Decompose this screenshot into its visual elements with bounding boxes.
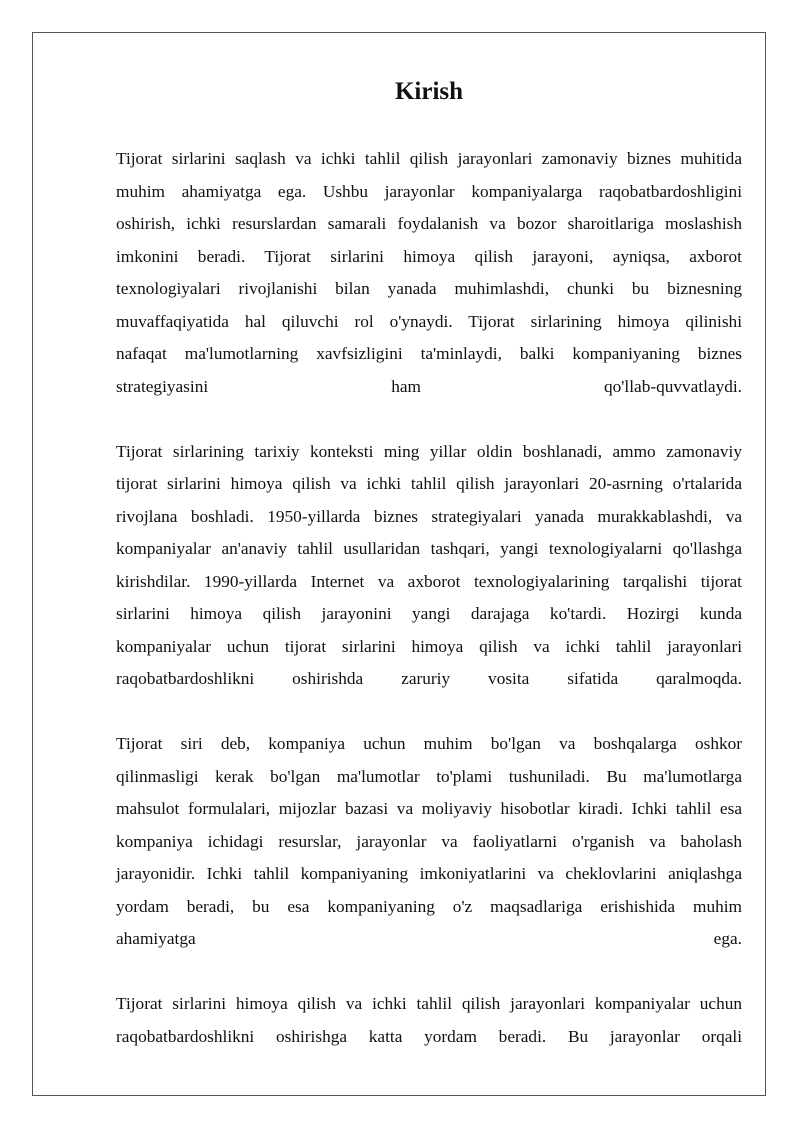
text-line: strategiyasini ham qo'llab-quvvatlaydi. xyxy=(116,376,742,396)
text-line: Tijorat sirlarining tarixiy konteksti ming yillar oldin boshlanadi, ammo zamonaviy xyxy=(116,441,742,461)
text-line: Tijorat siri deb, kompaniya uchun muhim bo'lgan va boshqalarga oshkor xyxy=(116,734,742,753)
text-line: texnologiyalari rivojlanishi bilan yanada muhimlashdi, chunki bu biznesning xyxy=(116,279,742,298)
text-line: sirlarini himoya qilish jarayonini yangi darajaga ko'tardi. Hozirgi kunda xyxy=(116,604,742,623)
text-line: oshirish, ichki resurslardan samarali foydalanish va bozor sharoitlariga moslashish xyxy=(116,214,742,233)
text-line: raqobatbardoshlikni oshirishda zaruriy vosita sifatida qaralmoqda. xyxy=(116,669,742,688)
text-line: imkonini beradi. Tijorat sirlarini himoya qilish jarayoni, ayniqsa, axborot xyxy=(116,246,742,266)
text-line: rivojlana boshladi. 1950-yillarda biznes strategiyalari yanada murakkablashdi, va xyxy=(116,506,742,526)
text-line: kompaniyalar uchun tijorat sirlarini himoya qilish va ichki tahlil jarayonlari xyxy=(116,636,742,656)
text-line: kompaniya ichidagi resurslar, jarayonlar va faoliyatlarni o'rganish va baholash xyxy=(116,831,742,851)
text-line: jarayonidir. Ichki tahlil kompaniyaning imkoniyatlarini va cheklovlarini aniqlashga xyxy=(116,864,742,883)
text-line: Tijorat sirlarini saqlash va ichki tahlil qilish jarayonlari zamonaviy biznes muhitida xyxy=(116,149,742,168)
text-line: qilinmasligi kerak bo'lgan ma'lumotlar to'plami tushuniladi. Bu ma'lumotlarga xyxy=(116,766,742,786)
text-line: tijorat sirlarini himoya qilish va ichki tahlil qilish jarayonlari 20-asrning o'rtalarida xyxy=(116,474,742,493)
text-line: yordam beradi, bu esa kompaniyaning o'z maqsadlariga erishishida muhim xyxy=(116,896,742,916)
paragraph-4 xyxy=(116,988,742,1053)
paragraph-1 xyxy=(116,143,742,403)
document-title: Kirish xyxy=(394,78,464,105)
document-body xyxy=(116,74,742,1053)
text-line: kompaniyalar an'anaviy tahlil usullaridan tashqari, yangi texnologiyalarni qo'llashga xyxy=(116,539,742,558)
text-line: nafaqat ma'lumotlarning xavfsizligini ta'minlaydi, balki kompaniyaning biznes xyxy=(116,344,742,363)
text-line: muvaffaqiyatida hal qiluvchi rol o'ynaydi. Tijorat sirlarining himoya qilinishi xyxy=(116,311,742,331)
paragraph-3 xyxy=(116,728,742,956)
paragraph-2 xyxy=(116,436,742,696)
text-line: muhim ahamiyatga ega. Ushbu jarayonlar kompaniyalarga raqobatbardoshligini xyxy=(116,181,742,201)
text-line: Tijorat sirlarini himoya qilish va ichki tahlil qilish jarayonlari kompaniyalar uchun xyxy=(116,994,742,1013)
text-line: ahamiyatga ega. xyxy=(116,929,742,948)
text-line: raqobatbardoshlikni oshirishga katta yordam beradi. Bu jarayonlar orqali xyxy=(116,1026,742,1046)
text-line: mahsulot formulalari, mijozlar bazasi va moliyaviy hisobotlar kiradi. Ichki tahlil esa xyxy=(116,799,742,818)
text-line: kirishdilar. 1990-yillarda Internet va axborot texnologiyalarining tarqalishi tijorat xyxy=(116,571,742,591)
